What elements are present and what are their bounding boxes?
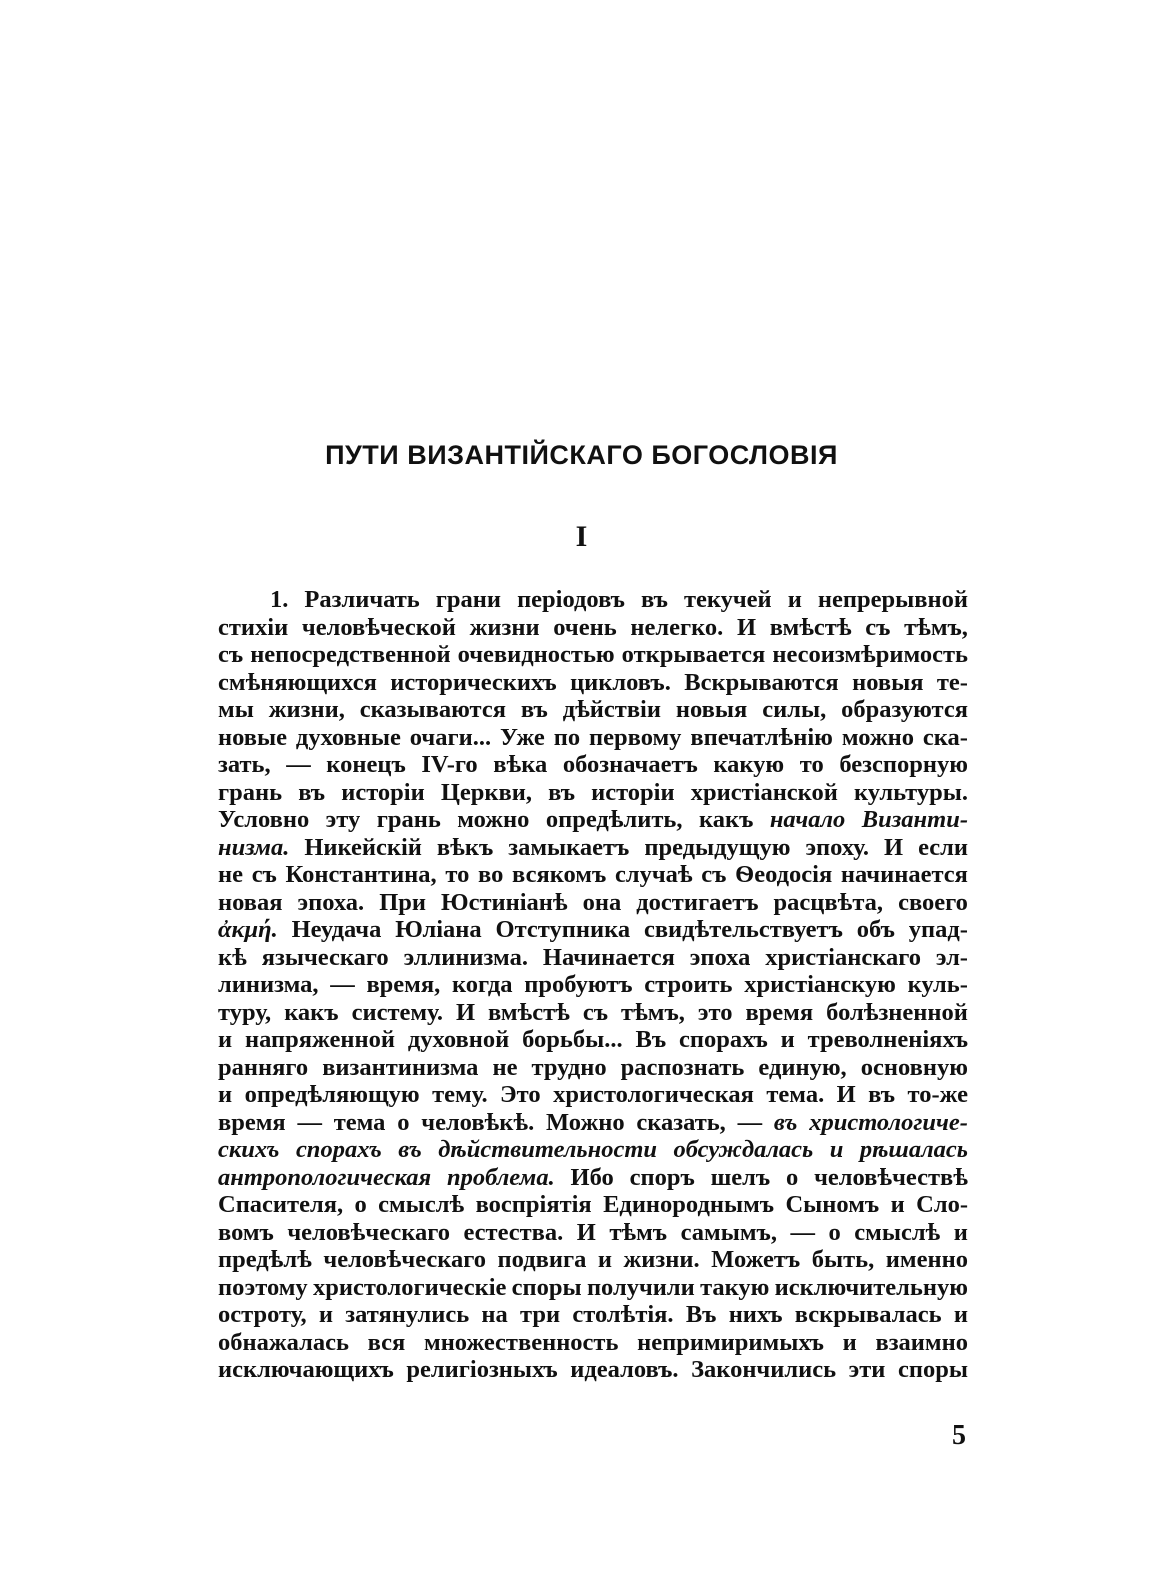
text-line xyxy=(218,999,968,1027)
word: ἀκμή. xyxy=(218,916,278,943)
word: какъ xyxy=(698,806,754,833)
word: дѣйствіи xyxy=(562,696,661,723)
word: нихъ xyxy=(728,1301,783,1328)
word: эпоха xyxy=(689,943,751,971)
word: языческаго xyxy=(261,943,389,971)
word: именно xyxy=(885,1246,968,1273)
text-line xyxy=(218,1274,968,1302)
word: болѣзненной xyxy=(826,998,968,1026)
word: съ xyxy=(582,998,609,1026)
word: трудно xyxy=(531,1053,607,1081)
word: непримиримыхъ xyxy=(637,1328,824,1356)
word: она xyxy=(582,888,622,916)
word: достигаетъ xyxy=(636,888,759,916)
word: съ xyxy=(865,613,891,641)
text-line xyxy=(218,1026,968,1054)
word: если xyxy=(918,833,968,861)
word: Въ xyxy=(685,1301,717,1328)
text-line xyxy=(218,641,968,669)
word: споры xyxy=(511,1273,582,1301)
word: христіанскую xyxy=(744,971,896,998)
word: Константина, xyxy=(285,861,437,888)
word: эти xyxy=(848,1356,886,1383)
word: те- xyxy=(936,668,968,696)
word: грани xyxy=(435,586,502,613)
word: время xyxy=(745,998,814,1026)
text-line xyxy=(218,1054,968,1082)
word: вскрывалась xyxy=(794,1301,942,1328)
word: ска- xyxy=(922,723,968,751)
word: — xyxy=(297,1108,322,1136)
word: жизни xyxy=(469,613,540,641)
word: жизни. xyxy=(623,1246,700,1273)
word: сказываются xyxy=(359,696,506,723)
word: конецъ xyxy=(326,751,406,778)
word: зать, xyxy=(218,751,271,778)
word: новые xyxy=(218,723,287,751)
word: вѣкъ xyxy=(436,833,494,861)
word: въ xyxy=(520,696,548,723)
word: грань xyxy=(376,806,441,833)
word: естества. xyxy=(463,1218,564,1246)
word: свидѣтельствуетъ xyxy=(643,916,843,943)
word: и xyxy=(842,1328,857,1356)
word: образуются xyxy=(841,696,968,723)
word: споры xyxy=(897,1356,968,1383)
word: это xyxy=(697,998,733,1026)
text-line xyxy=(218,834,968,862)
word: тѣмъ, xyxy=(904,613,968,641)
word: начинается xyxy=(840,861,968,888)
word: И xyxy=(455,998,476,1026)
word: въ xyxy=(398,1136,422,1163)
word: человѣкѣ. xyxy=(421,1108,535,1136)
word: духовные xyxy=(295,723,401,751)
word: очевидностью xyxy=(457,641,615,668)
word: въ xyxy=(773,1108,798,1136)
word: и xyxy=(829,1136,844,1163)
word: первому xyxy=(589,723,682,751)
word: тѣмъ, xyxy=(621,998,685,1026)
word: съ xyxy=(218,641,244,668)
word: исторіи xyxy=(591,778,675,806)
word: При xyxy=(379,888,426,916)
word: очаги... xyxy=(409,723,492,751)
word: о xyxy=(828,1218,841,1246)
word: Неудача xyxy=(291,916,382,943)
word: непосредственной xyxy=(250,641,451,668)
word: то xyxy=(799,751,824,778)
word: Ибо xyxy=(570,1163,614,1191)
word: Вскрываются xyxy=(684,668,839,696)
text-line xyxy=(218,586,968,614)
word: Сло- xyxy=(916,1191,968,1218)
word: культуры. xyxy=(853,778,968,806)
text-line xyxy=(218,724,968,752)
word: спорахъ xyxy=(679,1026,768,1053)
word: духовной xyxy=(407,1026,510,1053)
word: эпоху. xyxy=(805,833,870,861)
word: напряженной xyxy=(245,1026,395,1053)
word: когда xyxy=(451,971,513,998)
word: Уже xyxy=(500,723,545,751)
word: исключающихъ xyxy=(218,1356,394,1383)
word: открывается xyxy=(621,641,766,668)
word: дѣйствительности xyxy=(438,1136,658,1163)
word: какую xyxy=(713,751,785,778)
word: Условно xyxy=(218,806,310,833)
text-line xyxy=(218,669,968,697)
word: стихіи xyxy=(218,613,289,641)
word: тему. xyxy=(432,1081,488,1108)
word: антропологическая xyxy=(218,1163,432,1191)
text-line xyxy=(218,1136,968,1164)
word: куль- xyxy=(907,971,968,998)
word: споръ xyxy=(629,1163,695,1191)
word: человѣческой xyxy=(301,613,456,641)
word: туру, xyxy=(218,998,272,1026)
word: о xyxy=(397,1108,410,1136)
word: впечатлѣнію xyxy=(690,723,833,751)
word: замыкаетъ xyxy=(508,833,630,861)
word: человѣческаго xyxy=(323,1246,487,1273)
word: систему. xyxy=(351,998,443,1026)
word: и xyxy=(218,1026,233,1053)
word: мы xyxy=(218,696,254,723)
word: сказать, xyxy=(636,1108,726,1136)
word: вмѣстѣ xyxy=(769,613,852,641)
word: силы, xyxy=(762,696,827,723)
word: предыдущую xyxy=(644,833,791,861)
word: и xyxy=(890,1191,905,1218)
word: время xyxy=(218,1108,286,1136)
word: упад- xyxy=(908,916,968,943)
word: проблема. xyxy=(446,1163,555,1191)
word: жизни, xyxy=(268,696,345,723)
text-line xyxy=(218,916,968,944)
page-title: ПУТИ ВИЗАНТІЙСКАГО БОГОСЛОВІЯ xyxy=(325,440,838,470)
word: обнажалась xyxy=(218,1328,349,1356)
text-line xyxy=(218,1329,968,1357)
word: религіозныхъ xyxy=(406,1356,558,1383)
word: И xyxy=(884,833,904,861)
word: христологиче- xyxy=(809,1108,968,1136)
word: распознать xyxy=(620,1053,745,1081)
word: исключительную xyxy=(774,1273,968,1301)
word: безспорную xyxy=(839,751,968,778)
word: непрерывной xyxy=(817,586,968,613)
word: цикловъ. xyxy=(570,668,671,696)
word: тѣмъ xyxy=(609,1218,668,1246)
word: по xyxy=(553,723,581,751)
word: Византи- xyxy=(861,806,968,833)
word: самымъ, xyxy=(680,1218,777,1246)
word: всякомъ xyxy=(512,861,607,888)
text-line xyxy=(218,1109,968,1137)
word: въ xyxy=(548,778,575,806)
word: — xyxy=(330,971,355,998)
word: о xyxy=(354,1191,367,1218)
word: кѣ xyxy=(218,943,247,971)
word: — xyxy=(286,751,311,778)
word: своего xyxy=(898,888,968,916)
text-line xyxy=(218,1219,968,1247)
word: спорахъ xyxy=(295,1136,382,1163)
word: поэтому xyxy=(218,1273,308,1301)
word: опредѣлить, xyxy=(545,806,683,833)
word: взаимно xyxy=(875,1328,968,1356)
word: христіанской xyxy=(690,778,838,806)
word: Въ xyxy=(635,1026,667,1053)
word: эту xyxy=(325,806,361,833)
word: затянулись xyxy=(345,1301,470,1328)
text-line xyxy=(218,1356,968,1384)
section-numeral: I xyxy=(575,520,588,553)
word: и xyxy=(597,1246,612,1273)
word: И xyxy=(736,613,757,641)
word: низма. xyxy=(218,833,290,861)
word: вѣка xyxy=(493,751,548,778)
word: Никейскій xyxy=(304,833,422,861)
word: опредѣляющую xyxy=(244,1081,420,1108)
word: воспріятія xyxy=(475,1191,592,1218)
word: объ xyxy=(856,916,895,943)
word: начало xyxy=(769,806,846,833)
word: IV-го xyxy=(421,751,478,778)
word: византинизма xyxy=(322,1053,479,1081)
word: тема xyxy=(333,1108,386,1136)
word: ранняго xyxy=(218,1053,309,1081)
word: грань xyxy=(218,778,283,806)
word: время, xyxy=(366,971,441,998)
word: единую, xyxy=(758,1053,847,1081)
text-line xyxy=(218,1246,968,1274)
word: текучей xyxy=(683,586,772,613)
word: тема. xyxy=(766,1081,825,1108)
word: христологическіе xyxy=(312,1273,507,1301)
word: и xyxy=(780,1026,795,1053)
word: — xyxy=(737,1108,763,1136)
word: вомъ xyxy=(218,1218,274,1246)
word: строить xyxy=(644,971,733,998)
word: не xyxy=(218,861,243,888)
word: множественность xyxy=(424,1328,619,1356)
word: эллинизма. xyxy=(403,943,528,971)
word: — xyxy=(790,1218,815,1246)
word: обсуждалась xyxy=(673,1136,814,1163)
word: три xyxy=(520,1301,561,1328)
text-line xyxy=(218,696,968,724)
word: предѣлѣ xyxy=(218,1246,312,1273)
text-line xyxy=(218,971,968,999)
word: Различать xyxy=(304,586,420,613)
word: новыя xyxy=(852,668,924,696)
word: Юліана xyxy=(395,916,482,943)
word: быть, xyxy=(811,1246,875,1273)
word: можно xyxy=(841,723,914,751)
word: скихъ xyxy=(218,1136,280,1163)
word: смыслѣ xyxy=(378,1191,465,1218)
word: эл- xyxy=(935,943,968,971)
word: нелегко. xyxy=(630,613,724,641)
word: на xyxy=(481,1301,508,1328)
word: въ xyxy=(868,1081,896,1108)
text-line xyxy=(218,614,968,642)
text-line xyxy=(218,751,968,779)
word: Сыномъ xyxy=(785,1191,880,1218)
word: и xyxy=(953,1301,968,1328)
word: и xyxy=(218,1081,233,1108)
word: исторіи xyxy=(341,778,425,806)
word: Церкви, xyxy=(440,778,532,806)
word: Можно xyxy=(546,1108,625,1136)
word: Это xyxy=(500,1081,541,1108)
word: можно xyxy=(457,806,530,833)
word: рѣшалась xyxy=(859,1136,968,1163)
word: и xyxy=(318,1301,334,1328)
text-line xyxy=(218,861,968,889)
word: смѣняющихся xyxy=(218,668,377,696)
word: линизма, xyxy=(218,971,319,998)
text-line xyxy=(218,1164,968,1192)
word: человѣчествѣ xyxy=(814,1163,968,1191)
word: о xyxy=(786,1163,799,1191)
word: съ xyxy=(701,861,727,888)
word: въ xyxy=(298,778,326,806)
text-line xyxy=(218,889,968,917)
word: Можетъ xyxy=(711,1246,801,1273)
word: получили xyxy=(586,1273,695,1301)
word: эпоха. xyxy=(297,888,365,916)
word: Спасителя, xyxy=(218,1191,344,1218)
word: Закончились xyxy=(691,1356,837,1383)
word: и xyxy=(787,586,802,613)
word: Юстиніанѣ xyxy=(441,888,568,916)
text-line xyxy=(218,944,968,972)
word: человѣческаго xyxy=(287,1218,450,1246)
page-number: 5 xyxy=(952,1420,966,1451)
text-line xyxy=(218,1301,968,1329)
word: такую xyxy=(700,1273,770,1301)
text-line xyxy=(218,806,968,834)
word: новая xyxy=(218,888,283,916)
word: идеаловъ. xyxy=(570,1356,679,1383)
word: Единороднымъ xyxy=(603,1191,775,1218)
word: историческихъ xyxy=(390,668,557,696)
text-line xyxy=(218,1191,968,1219)
word: очень xyxy=(553,613,617,641)
text-line xyxy=(218,1081,968,1109)
word: Отступника xyxy=(495,916,631,943)
word: христіанскаго xyxy=(765,943,921,971)
word: во xyxy=(478,861,504,888)
word: И xyxy=(836,1081,856,1108)
word: борьбы... xyxy=(522,1026,623,1053)
word: пробуютъ xyxy=(524,971,633,998)
word: съ xyxy=(251,861,277,888)
word: вся xyxy=(367,1328,406,1356)
text-line xyxy=(218,779,968,807)
word: несоизмѣримость xyxy=(772,641,968,668)
word: треволненіяхъ xyxy=(807,1026,968,1053)
word: случаѣ xyxy=(614,861,693,888)
word: Ѳеодосія xyxy=(735,861,833,888)
body-text xyxy=(218,586,968,1384)
word: расцвѣта, xyxy=(773,888,884,916)
word: обозначаетъ xyxy=(562,751,698,778)
word: періодовъ xyxy=(517,586,625,613)
word: шелъ xyxy=(710,1163,771,1191)
word: основную xyxy=(860,1053,968,1081)
word: не xyxy=(492,1053,518,1081)
word: столѣтія. xyxy=(572,1301,674,1328)
word: И xyxy=(576,1218,596,1246)
word: 1. xyxy=(270,586,289,613)
word: въ xyxy=(641,586,668,613)
word: смыслѣ xyxy=(854,1218,941,1246)
word: то-же xyxy=(907,1081,968,1108)
word: остроту, xyxy=(218,1301,307,1328)
word: новыя xyxy=(675,696,748,723)
word: какъ xyxy=(284,998,339,1026)
word: Начинается xyxy=(542,943,675,971)
word: христологическая xyxy=(553,1081,754,1108)
word: вмѣстѣ xyxy=(488,998,570,1026)
word: подвига xyxy=(497,1246,587,1273)
word: то xyxy=(445,861,470,888)
word: и xyxy=(953,1218,968,1246)
